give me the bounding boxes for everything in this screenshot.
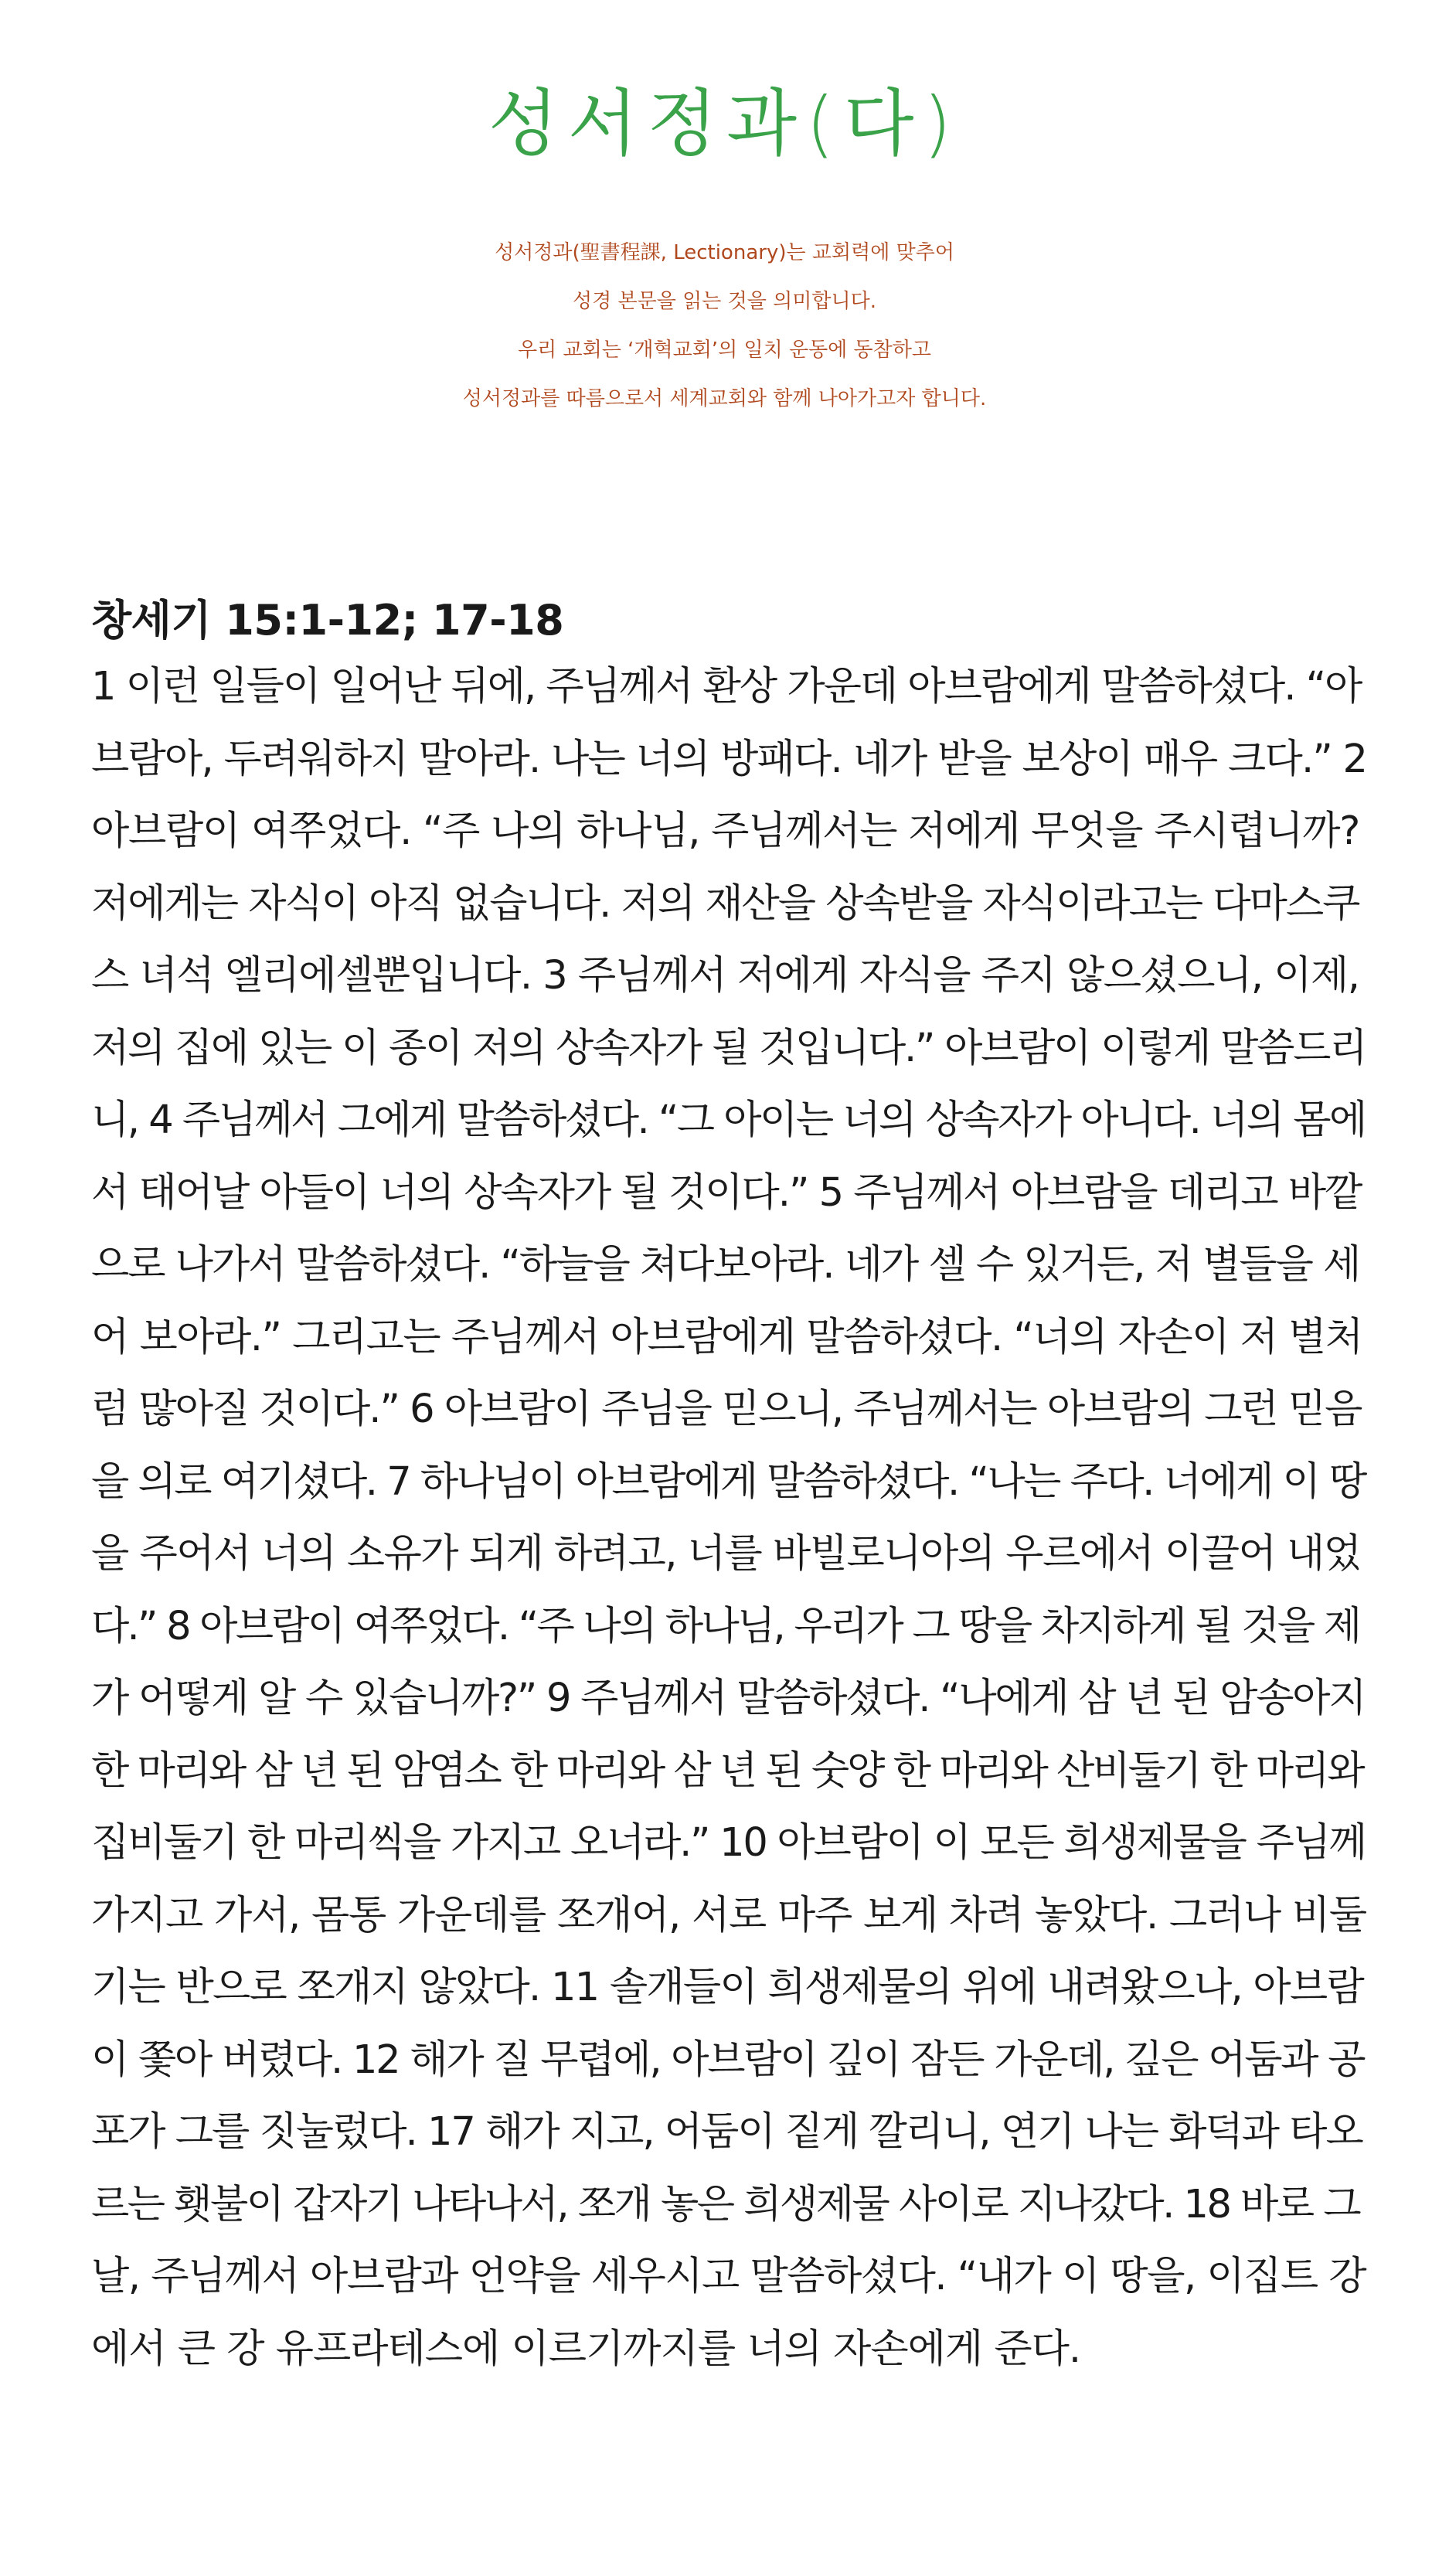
intro-line: 성서정과(聖書程課, Lectionary)는 교회력에 맞추어 (495, 241, 954, 264)
intro-line: 우리 교회는 ‘개혁교회’의 일치 운동에 동참하고 (517, 339, 932, 362)
scripture-line: 다.” 8 아브람이 여쭈었다. “주 나의 하나님, 우리가 그 땅을 차지하게 될 것을 제 (91, 1603, 1360, 1649)
scripture-line: 럼 많아질 것이다.” 6 아브람이 주님을 믿으니, 주님께서는 아브람의 그런 믿음 (91, 1387, 1362, 1432)
scripture-line: 기는 반으로 쪼개지 않았다. 11 솔개들이 희생제물의 위에 내려왔으나, 아브람 (91, 1965, 1363, 2010)
scripture-line: 가지고 가서, 몸통 가운데를 쪼개어, 서로 마주 보게 차려 놓았다. 그러나 비둘 (91, 1892, 1366, 1938)
scripture-line: 스 녀석 엘리에셀뿐입니다. 3 주님께서 저에게 자식을 주지 않으셨으니, 이제, (91, 953, 1359, 999)
page-title: 성서정과(다) (488, 82, 961, 166)
scripture-line: 저에게는 자식이 아직 없습니다. 저의 재산을 상속받을 자식이라고는 다마스쿠 (91, 880, 1359, 927)
scripture-line: 포가 그를 짓눌렀다. 17 해가 지고, 어둠이 짙게 깔리니, 연기 나는 화덕과 타오 (91, 2109, 1362, 2155)
scripture-line: 을 주어서 너의 소유가 되게 하려고, 너를 바빌로니아의 우르에서 이끌어 내었 (91, 1531, 1361, 1577)
scripture-line: 집비둘기 한 마리씩을 가지고 오너라.” 10 아브람이 이 모든 희생제물을 주님께 (91, 1820, 1366, 1866)
scripture-line: 가 어떻게 알 수 있습니까?” 9 주님께서 말씀하셨다. “나에게 삼 년 된 암송아지 (91, 1676, 1366, 1721)
scripture-line: 1 이런 일들이 일어난 뒤에, 주님께서 환상 가운데 아브람에게 말씀하셨다. “아 (91, 664, 1362, 710)
scripture-line: 에서 큰 강 유프라테스에 이르기까지를 너의 자손에게 준다. (91, 2326, 1081, 2372)
scripture-line: 아브람이 여쭈었다. “주 나의 하나님, 주님께서는 저에게 무엇을 주시렵니까? (91, 808, 1360, 854)
intro-line: 성경 본문을 읽는 것을 의미합니다. (573, 290, 876, 313)
intro-line: 성서정과를 따름으로서 세계교회와 함께 나아가고자 합니다. (462, 387, 987, 410)
scripture-line: 저의 집에 있는 이 종이 저의 상속자가 될 것입니다.” 아브람이 이렇게 말씀드리 (91, 1025, 1366, 1071)
scripture-line: 으로 나가서 말씀하셨다. “하늘을 쳐다보아라. 네가 셀 수 있거든, 저 별들을 세 (91, 1242, 1360, 1288)
scripture-passage (91, 594, 1366, 2385)
scripture-line: 어 보아라.” 그리고는 주님께서 아브람에게 말씀하셨다. “너의 자손이 저 별처 (91, 1314, 1362, 1360)
scripture-line: 르는 횃불이 갑자기 나타나서, 쪼개 놓은 희생제물 사이로 지나갔다. 18 바로 그 (91, 2181, 1360, 2227)
intro-text (0, 229, 1449, 424)
scripture-line: 니, 4 주님께서 그에게 말씀하셨다. “그 아이는 너의 상속자가 아니다. 너의 몸에 (91, 1097, 1366, 1143)
scripture-body (91, 651, 1366, 2385)
scripture-line: 서 태어날 아들이 너의 상속자가 될 것이다.” 5 주님께서 아브람을 데리고 바깥 (91, 1169, 1362, 1216)
scripture-line: 날, 주님께서 아브람과 언약을 세우시고 말씀하셨다. “내가 이 땅을, 이집트 강 (91, 2254, 1366, 2299)
scripture-line: 브람아, 두려워하지 말아라. 나는 너의 방패다. 네가 받을 보상이 매우 크다.” 2 (91, 736, 1367, 782)
scripture-line: 이 쫓아 버렸다. 12 해가 질 무렵에, 아브람이 깊이 잠든 가운데, 깊은 어둠과 공 (91, 2037, 1365, 2083)
scripture-line: 을 의로 여기셨다. 7 하나님이 아브람에게 말씀하셨다. “나는 주다. 너에게 이 땅 (91, 1458, 1366, 1505)
scripture-line: 한 마리와 삼 년 된 암염소 한 마리와 삼 년 된 숫양 한 마리와 산비둘기 한 마리와 (91, 1747, 1363, 1794)
scripture-reference: 창세기 15:1-12; 17-18 (91, 596, 564, 645)
